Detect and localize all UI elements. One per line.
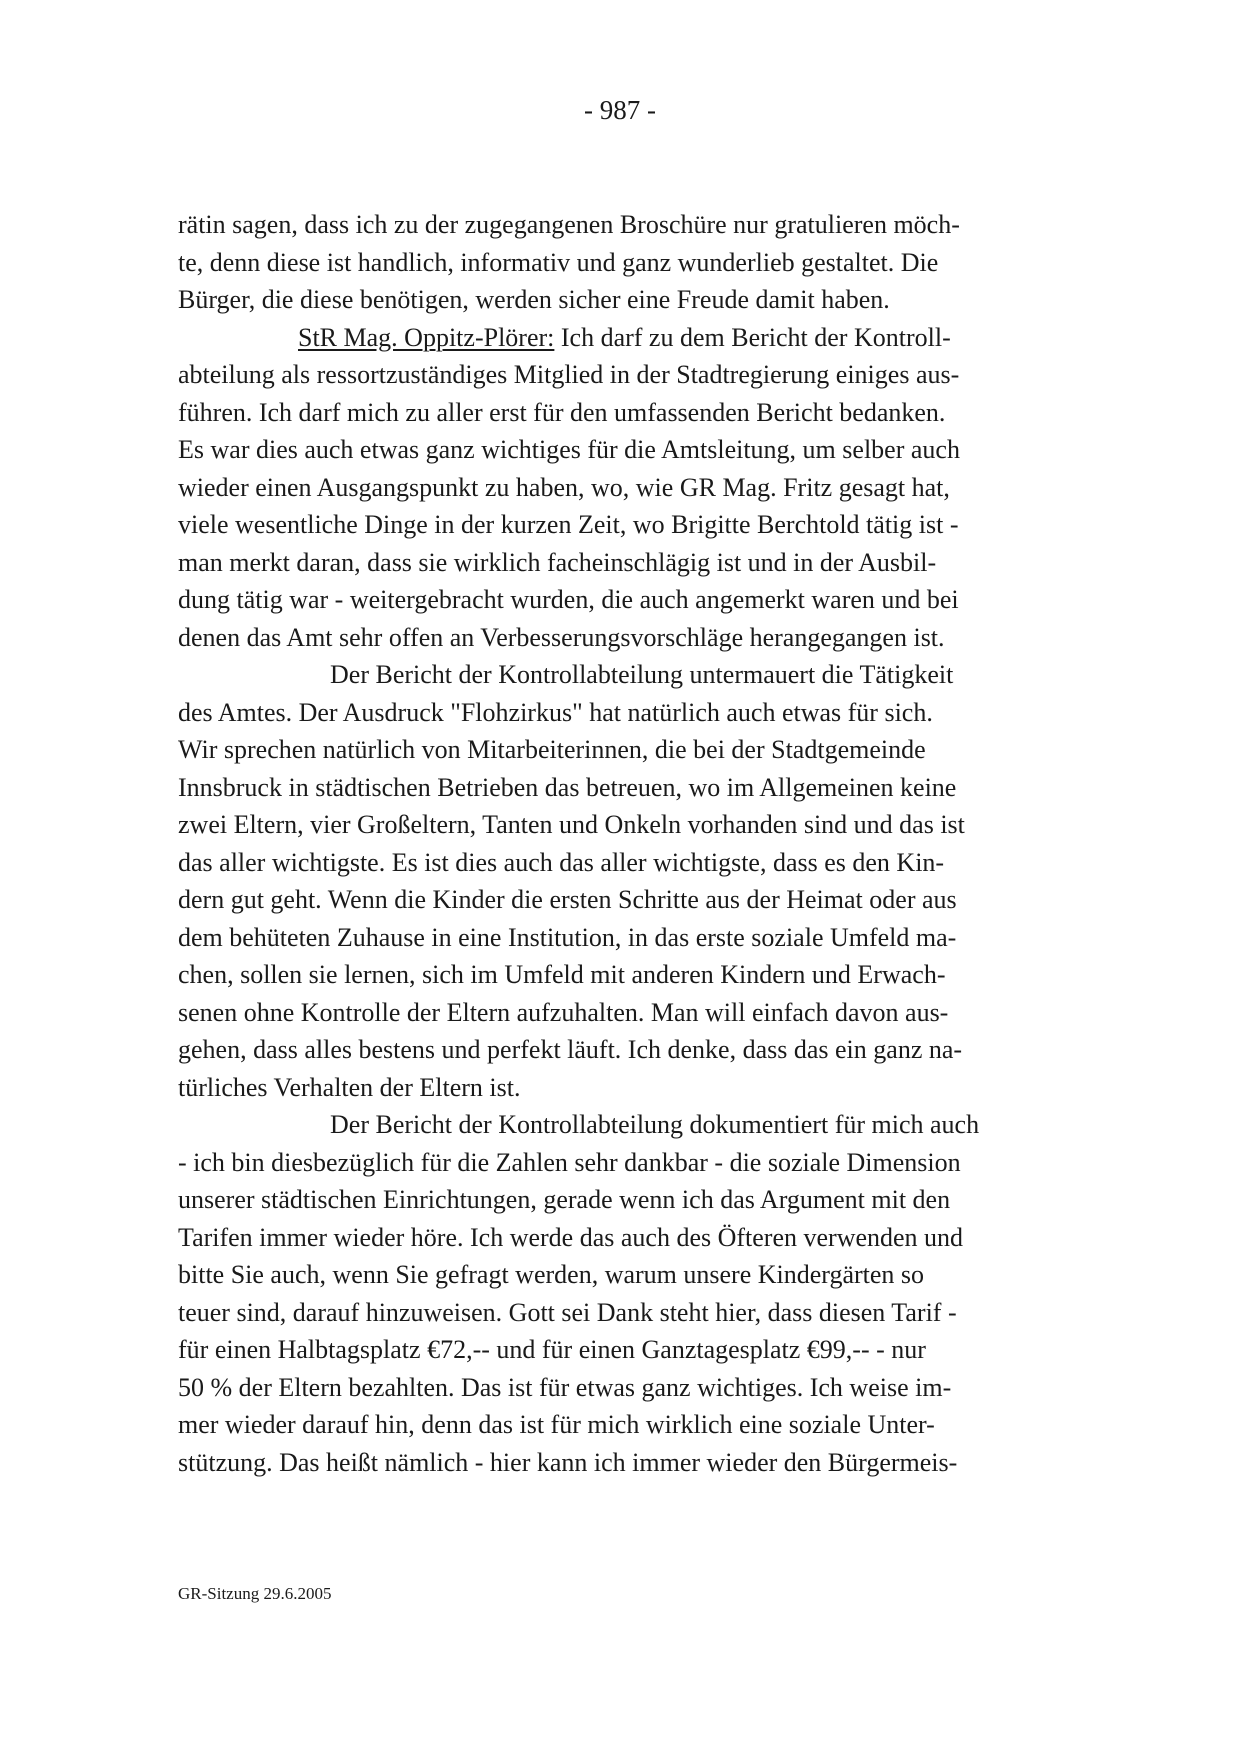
text-line: dem behüteten Zuhause in eine Institution, in das erste soziale Umfeld ma-	[178, 922, 957, 952]
text-line: 50 % der Eltern bezahlten. Das ist für etwas ganz wichtiges. Ich weise im-	[178, 1372, 952, 1402]
text-line: rätin sagen, dass ich zu der zugegangenen Broschüre nur gratulieren möch-	[178, 210, 960, 239]
text-line: abteilung als ressortzuständiges Mitglied in der Stadtregierung einiges aus-	[178, 360, 960, 389]
text-line: bitte Sie auch, wenn Sie gefragt werden, warum unsere Kindergärten so	[178, 1260, 925, 1289]
text-line: unserer städtischen Einrichtungen, gerade wenn ich das Argument mit den	[178, 1185, 951, 1214]
text-line: mer wieder darauf hin, denn das ist für mich wirklich eine soziale Unter-	[178, 1410, 935, 1439]
text-line: Wir sprechen natürlich von Mitarbeiterinnen, die bei der Stadtgemeinde	[178, 735, 926, 764]
text-line: gehen, dass alles bestens und perfekt läuft. Ich denke, dass das ein ganz na-	[178, 1035, 963, 1064]
text-line: das aller wichtigste. Es ist dies auch das aller wichtigste, dass es den Kin-	[178, 847, 945, 877]
text-line: senen ohne Kontrolle der Eltern aufzuhalten. Man will einfach davon aus-	[178, 997, 949, 1027]
text-line: Bürger, die diese benötigen, werden sicher eine Freude damit haben.	[178, 285, 890, 314]
text-line: für einen Halbtagsplatz €72,-- und für einen Ganztagesplatz €99,-- - nur	[178, 1335, 926, 1364]
text-line: türliches Verhalten der Eltern ist.	[178, 1072, 521, 1102]
text-line: teuer sind, darauf hinzuweisen. Gott sei Dank steht hier, dass diesen Tarif -	[178, 1297, 957, 1327]
text-line: Tarifen immer wieder höre. Ich werde das auch des Öfteren verwenden und	[178, 1222, 964, 1252]
text-line: dung tätig war - weitergebracht wurden, die auch angemerkt waren und bei	[178, 585, 959, 614]
text-line: man merkt daran, dass sie wirklich facheinschlägig ist und in der Ausbil-	[178, 547, 937, 577]
text-line: des Amtes. Der Ausdruck "Flohzirkus" hat natürlich auch etwas für sich.	[178, 697, 933, 727]
page-footer: GR-Sitzung 29.6.2005	[178, 1584, 332, 1603]
text-line: führen. Ich darf mich zu aller erst für den umfassenden Bericht bedanken.	[178, 397, 946, 427]
text-line: Innsbruck in städtischen Betrieben das betreuen, wo im Allgemeinen keine	[178, 772, 957, 802]
text-line: dern gut geht. Wenn die Kinder die ersten Schritte aus der Heimat oder aus	[178, 885, 957, 914]
text-fragment: Ich darf zu dem Bericht der Kontroll-	[554, 322, 951, 352]
text-line: wieder einen Ausgangspunkt zu haben, wo, wie GR Mag. Fritz gesagt hat,	[178, 472, 950, 502]
text-line: chen, sollen sie lernen, sich im Umfeld mit anderen Kindern und Erwach-	[178, 960, 946, 989]
paragraph-3	[178, 656, 1078, 1106]
paragraph-1	[178, 206, 1078, 319]
page-number: - 987 -	[584, 95, 656, 125]
speaker-name: StR Mag. Oppitz-Plörer:	[298, 322, 555, 352]
paragraph-4	[178, 1106, 1078, 1481]
document-body	[178, 206, 1078, 1481]
text-line: Der Bericht der Kontrollabteilung dokumentiert für mich auch	[330, 1110, 980, 1139]
text-line: Der Bericht der Kontrollabteilung untermauert die Tätigkeit	[330, 660, 954, 689]
text-line: zwei Eltern, vier Großeltern, Tanten und Onkeln vorhanden sind und das ist	[178, 810, 965, 839]
text-line: viele wesentliche Dinge in der kurzen Zeit, wo Brigitte Berchtold tätig ist -	[178, 510, 959, 539]
text-line: - ich bin diesbezüglich für die Zahlen sehr dankbar - die soziale Dimension	[178, 1147, 961, 1177]
text-line: denen das Amt sehr offen an Verbesserungsvorschläge herangegangen ist.	[178, 622, 945, 652]
paragraph-2	[178, 319, 1078, 657]
speaker-line	[178, 319, 1078, 357]
text-line: stützung. Das heißt nämlich - hier kann ich immer wieder den Bürgermeis-	[178, 1447, 958, 1477]
text-line: Es war dies auch etwas ganz wichtiges für die Amtsleitung, um selber auch	[178, 435, 960, 464]
text-line: te, denn diese ist handlich, informativ und ganz wunderlieb gestaltet. Die	[178, 247, 939, 277]
